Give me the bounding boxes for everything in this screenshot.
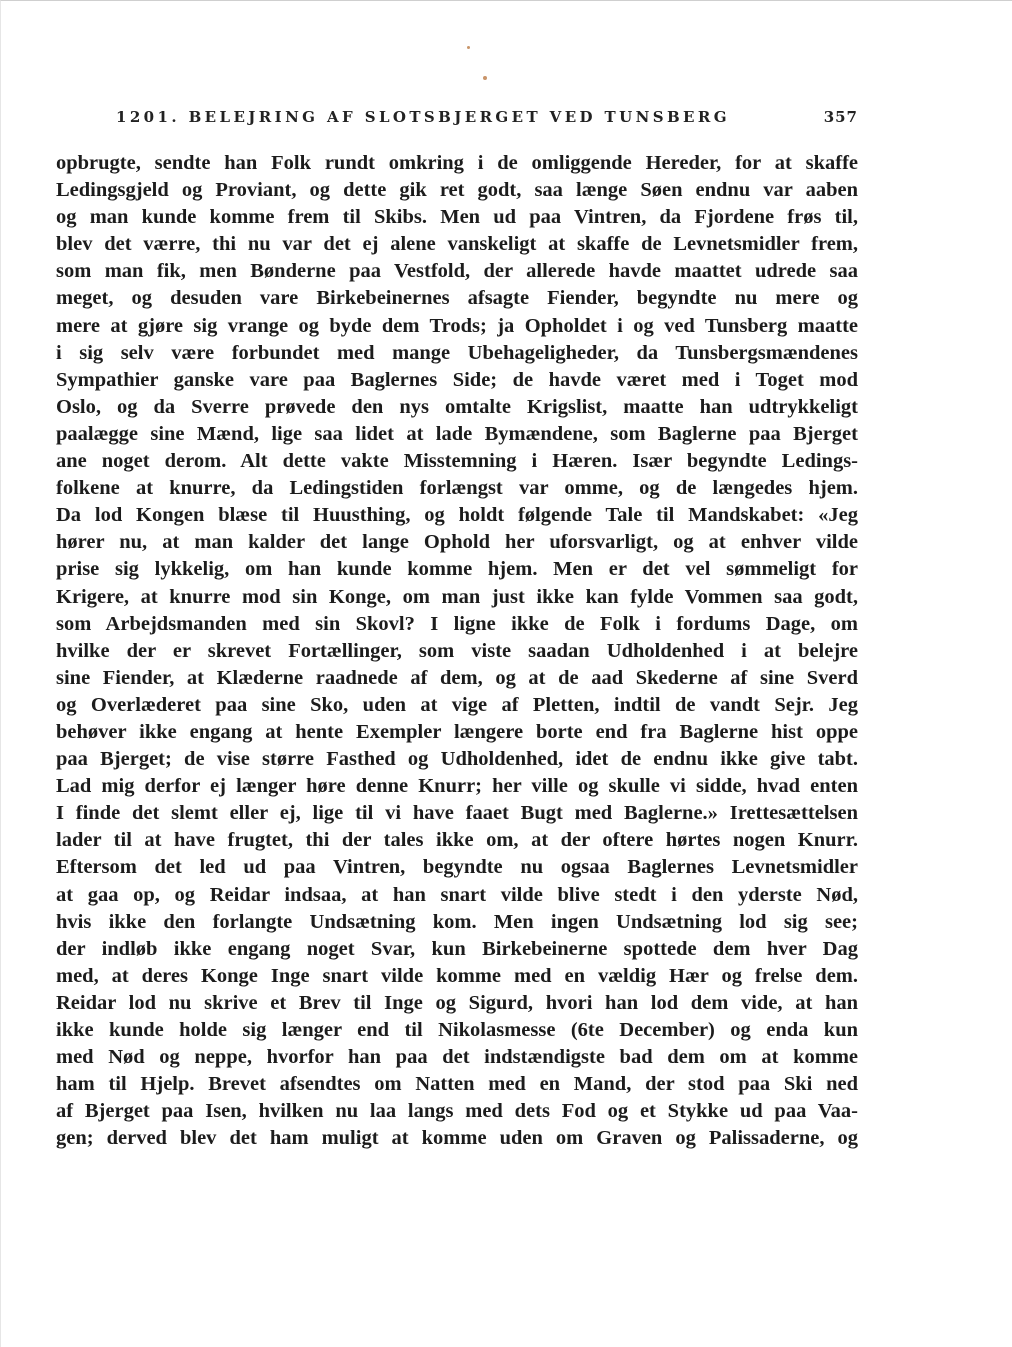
text-line: hvilke der er skrevet Fortællinger, som viste saadan Udholdenhed i at belejre — [56, 639, 858, 662]
text-line: Oslo, og da Sverre prøvede den nys omtalte Krigslist, maatte han udtrykkeligt — [56, 395, 858, 418]
text-line: mere at gjøre sig vrange og byde dem Trods; ja Opholdet i og ved Tunsberg maatte — [56, 314, 858, 337]
text-line: med Nød og neppe, hvorfor han paa det indstændigste bad dem om at komme — [56, 1046, 858, 1069]
text-line: som Arbejdsmanden med sin Skovl? I ligne ikke de Folk i fordums Dage, om — [56, 612, 858, 635]
text-line: prise sig lykkelig, om han kunde komme hjem. Men er det vel sømmeligt for — [56, 558, 858, 581]
text-line: at gaa op, og Reidar indsaa, at han snart vilde blive stedt i den yderste Nød, — [56, 883, 858, 906]
text-line: Krigere, at knurre mod sin Konge, om man just ikke kan fylde Vommen saa godt, — [56, 585, 858, 608]
text-line: Eftersom det led ud paa Vintren, begyndte nu ogsaa Baglernes Levnetsmidler — [56, 856, 858, 879]
text-line: Reidar lod nu skrive et Brev til Inge og Sigurd, hvori han lod dem vide, at han — [56, 991, 858, 1014]
text-line: hører nu, at man kalder det lange Ophold her uforsvarligt, og at enhver vilde — [56, 531, 858, 554]
text-line: og man kunde komme frem til Skibs. Men ud paa Vintren, da Fjordene frøs til, — [56, 206, 858, 229]
text-line: Da lod Kongen blæse til Huusthing, og holdt følgende Tale til Mandskabet: «Jeg — [56, 504, 858, 527]
text-line: opbrugte, sendte han Folk rundt omkring i de omliggende Hereder, for at skaffe — [56, 152, 858, 174]
text-line: i sig selv være forbundet med mange Ubehageligheder, da Tunsbergsmændenes — [56, 341, 858, 364]
text-line: I finde det slemt eller ej, lige til vi have faaet Bugt med Baglerne.» Irettesættelsen — [56, 802, 858, 825]
text-line: gen; derved blev det ham muligt at komme uden om Graven og Palissaderne, og — [56, 1127, 858, 1150]
text-line: Sympathier ganske vare paa Baglernes Side; de havde været med i Toget mod — [56, 368, 858, 391]
text-line: ham til Hjelp. Brevet afsendtes om Natten med en Mand, der stod paa Ski ned — [56, 1073, 858, 1096]
paper-speck — [467, 46, 470, 49]
text-line: paa Bjerget; de vise større Fasthed og Udholdenhed, idet de endnu ikke give tabt. — [56, 748, 858, 771]
text-line: som man fik, men Bønderne paa Vestfold, der allerede havde maattet udrede saa — [56, 260, 858, 283]
running-title: 1201. BELEJRING AF SLOTSBJERGET VED TUNSBERG — [116, 108, 730, 126]
text-line: blev det værre, thi nu var det ej alene vanskeligt at skaffe de Levnetsmidler frem, — [56, 233, 858, 256]
text-line: der indløb ikke engang noget Svar, kun Birkebeinerne spottede dem hver Dag — [56, 937, 858, 960]
text-line: ane noget derom. Alt dette vakte Misstemning i Hæren. Især begyndte Ledings- — [56, 450, 858, 473]
body-text — [56, 150, 858, 1152]
running-header — [116, 108, 858, 130]
text-line: meget, og desuden vare Birkebeinernes afsagte Fiender, begyndte nu mere og — [56, 287, 858, 310]
text-line: og Overlæderet paa sine Sko, uden at vige af Pletten, indtil de vandt Sejr. Jeg — [56, 693, 858, 716]
text-line: paalægge sine Mænd, lige saa lidet at lade Bymændene, som Baglerne paa Bjerget — [56, 422, 858, 445]
page-number: 357 — [823, 108, 858, 126]
text-line: folkene at knurre, da Ledingstiden forlængst var omme, og de længedes hjem. — [56, 477, 858, 500]
text-line: med, at deres Konge Inge snart vilde komme med en vældig Hær og frelse dem. — [56, 964, 858, 987]
text-line: ikke kunde holde sig længer end til Nikolasmesse (6te December) og enda kun — [56, 1019, 858, 1041]
text-line: Lad mig derfor ej længer høre denne Knurr; her ville og skulle vi sidde, hvad enten — [56, 775, 858, 798]
text-line: af Bjerget paa Isen, hvilken nu laa langs med dets Fod og et Stykke ud paa Vaa- — [56, 1100, 858, 1123]
text-line: behøver ikke engang at hente Exempler længere borte end fra Baglerne hist oppe — [56, 720, 858, 743]
paper-speck — [483, 76, 487, 80]
text-line: lader til at have frugtet, thi der tales ikke om, at der oftere hørtes nogen Knurr. — [56, 829, 858, 852]
text-line: Ledingsgjeld og Proviant, og dette gik ret godt, saa længe Søen endnu var aaben — [56, 179, 858, 202]
text-line: hvis ikke den forlangte Undsætning kom. Men ingen Undsætning lod sig see; — [56, 910, 858, 933]
text-line: sine Fiender, at Klæderne raadnede af dem, og at de aad Skederne af sine Sverd — [56, 666, 858, 689]
